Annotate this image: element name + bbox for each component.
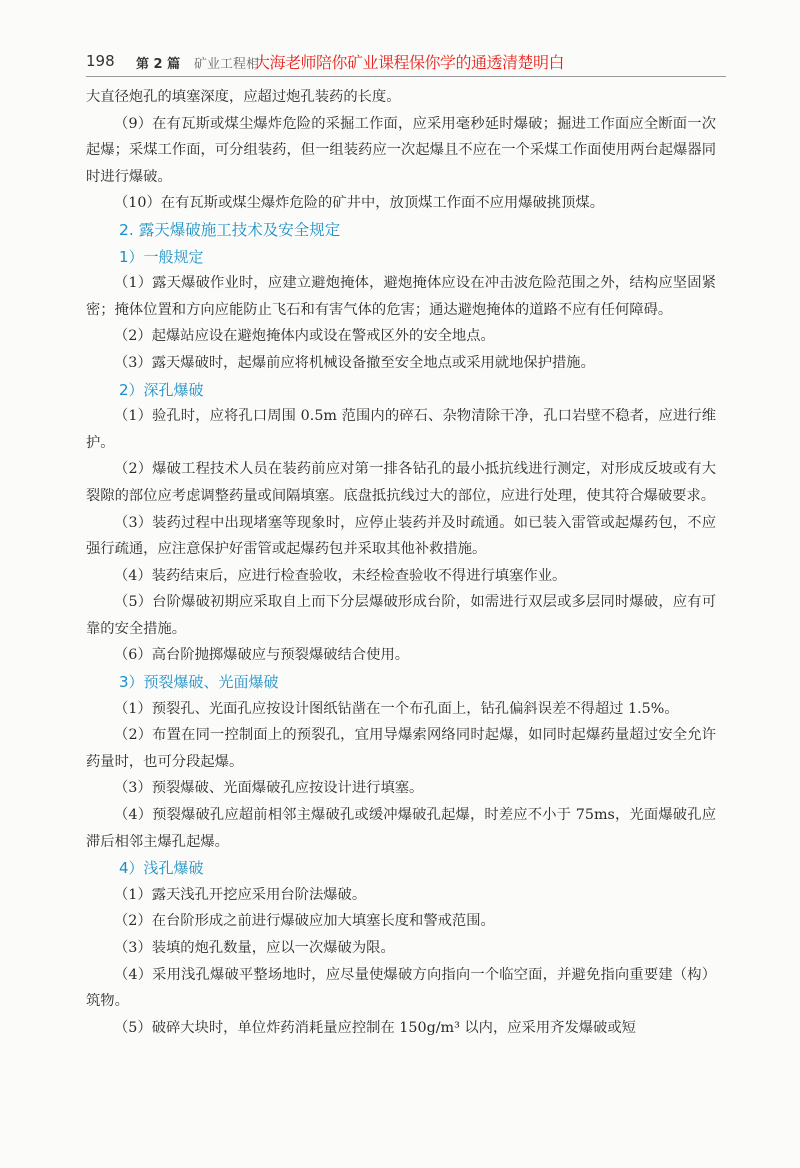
body-paragraph: （3）装填的炮孔数量，应以一次爆破为限。 [114,940,395,956]
body-paragraph: （2）起爆站应设在避炮掩体内或设在警戒区外的安全地点。 [114,328,495,345]
body-paragraph: （3）装药过程中出现堵塞等现象时，应停止装药并及时疏通。如已装入雷管或起爆药包，不应强行疏通，应注意保护好雷管或起爆药包并采取其他补救措施。 [86,514,716,558]
body-paragraph: （2）爆破工程技术人员在装药前应对第一排各钻孔的最小抵抗线进行测定，对形成反坡或有大裂隙的部位应考虑调整药量或间隔填塞。底盘抵抗线过大的部位，应进行处理，使其符合爆破要求。 [86,461,716,504]
body-paragraph: （1）露天爆破作业时，应建立避炮掩体，避炮掩体应设在冲击波危险范围之外，结构应坚固紧密；掩体位置和方向应能防止飞石和有害气体的危害；通达避炮掩体的道路不应有任何障碍。 [86,275,716,318]
body-paragraph: （1）验孔时，应将孔口周围 0.5m 范围内的碎石、杂物清除干净，孔口岩壁不稳者，应进行维护。 [86,408,716,451]
section-heading: 2. 露天爆破施工技术及安全规定 [119,220,341,239]
subsection-heading: 3）预裂爆破、光面爆破 [119,673,279,692]
subsection-heading: 1）一般规定 [119,247,204,266]
body-paragraph: 大直径炮孔的填塞深度，应超过炮孔装药的长度。 [86,89,401,105]
body-paragraph: （3）预裂爆破、光面爆破孔应按设计进行填塞。 [114,780,424,797]
body-paragraph: （4）装药结束后，应进行检查验收，未经检查验收不得进行填塞作业。 [114,567,567,584]
body-paragraph: （2）在台阶形成之前进行爆破应加大填塞长度和警戒范围。 [114,913,495,930]
body-paragraph: （1）预裂孔、光面孔应按设计图纸钻凿在一个布孔面上，钻孔偏斜误差不得超过 1.5%。 [114,700,679,717]
body-paragraph: （1）露天浅孔开挖应采用台阶法爆破。 [114,886,367,903]
body-paragraph: （5）台阶爆破初期应采取自上而下分层爆破形成台阶，如需进行双层或多层同时爆破，应有可靠的安全措施。 [86,594,716,637]
part-label: 第 2 篇 [136,57,181,72]
watermark-text: 大海老师陪你矿业课程保你学的通透清楚明白 [254,53,565,72]
body-paragraph: （9）在有瓦斯或煤尘爆炸危险的采掘工作面，应采用毫秒延时爆破；掘进工作面应全断面一次起爆；采煤工作面，可分组装药，但一组装药应一次起爆且不应在一个采煤工作面使用两台起爆器同时进行爆破。 [86,115,716,185]
body-paragraph: （10）在有瓦斯或煤尘爆炸危险的矿井中，放顶煤工作面不应用爆破挑顶煤。 [114,195,604,212]
body-paragraph: （5）破碎大块时，单位炸药消耗量应控制在 150g/m³ 以内，应采用齐发爆破或短 [114,1019,636,1036]
subsection-heading: 2）深孔爆破 [119,380,204,399]
subsection-heading: 4）浅孔爆破 [119,859,204,878]
body-paragraph: （2）布置在同一控制面上的预裂孔，宜用导爆索网络同时起爆，如同时起爆药量超过安全允许药量时，也可分段起爆。 [86,727,716,770]
book-title: 矿业工程相 [194,57,260,72]
body-paragraph: （4）预裂爆破孔应超前相邻主爆破孔或缓冲爆破孔起爆，时差应不小于 75ms，光面爆破孔应滞后相邻主爆孔起爆。 [86,807,716,850]
page-header [86,50,726,77]
body-paragraph: （6）高台阶抛掷爆破应与预裂爆破结合使用。 [114,647,410,664]
body-paragraph: （4）采用浅孔爆破平整场地时，应尽量使爆破方向指向一个临空面，并避免指向重要建（构）筑物。 [86,966,716,1010]
body-paragraph: （3）露天爆破时，起爆前应将机械设备撤至安全地点或采用就地保护措施。 [114,354,595,371]
page-number: 198 [86,52,115,70]
page-body [86,84,716,1041]
